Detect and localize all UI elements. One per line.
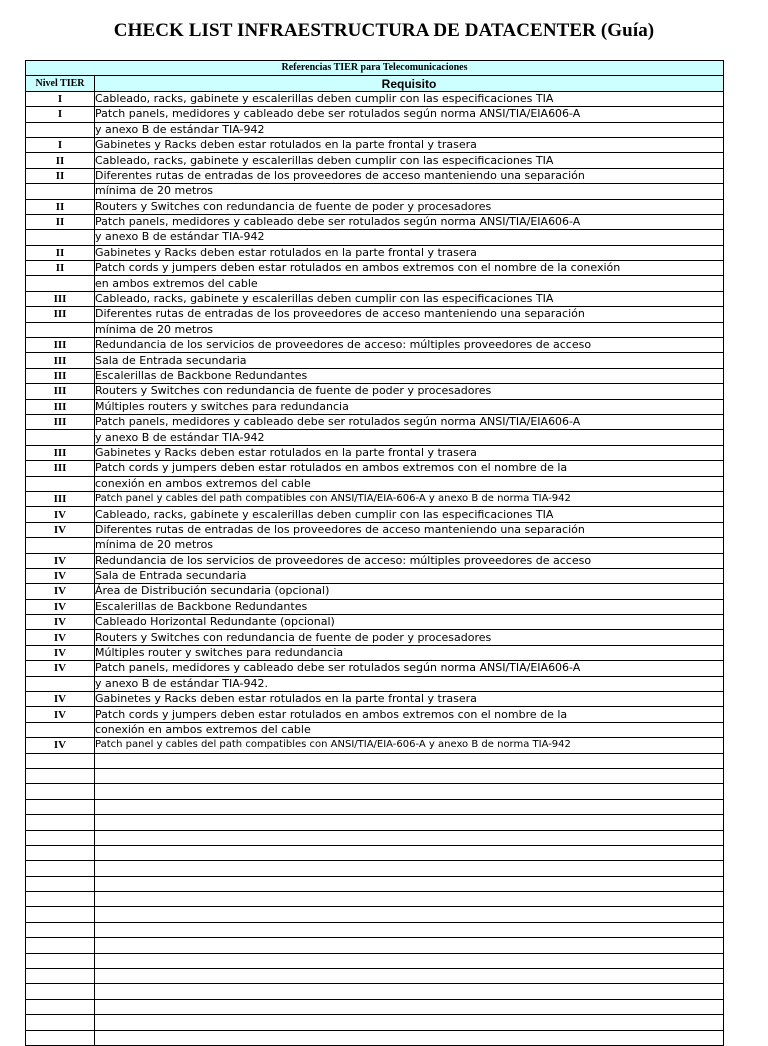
column-header-requirement: Requisito (95, 76, 724, 91)
requirement-cell: Diferentes rutas de entradas de los proveedores de acceso manteniendo una separación (95, 522, 724, 537)
tier-cell: IV (26, 553, 95, 568)
tier-cell (26, 722, 95, 737)
requirement-cell: Patch panels, medidores y cableado debe ser rotulados según norma ANSI/TIA/EIA606-A (95, 414, 724, 429)
table-row (26, 445, 724, 460)
tier-cell: III (26, 338, 95, 353)
requirement-cell: Routers y Switches con redundancia de fuente de poder y procesadores (95, 630, 724, 645)
requirement-cell: Múltiples router y switches para redundancia (95, 645, 724, 660)
table-row (26, 461, 724, 476)
table-row (26, 522, 724, 537)
table-row (26, 845, 724, 860)
tier-cell: II (26, 153, 95, 168)
tier-cell: III (26, 307, 95, 322)
table-row (26, 491, 724, 506)
table-row (26, 368, 724, 383)
tier-cell: I (26, 137, 95, 152)
table-row (26, 815, 724, 830)
requirement-cell: Patch panels, medidores y cableado debe ser rotulados según norma ANSI/TIA/EIA606-A (95, 107, 724, 122)
table-row (26, 907, 724, 922)
tier-cell (26, 845, 95, 860)
table-row (26, 507, 724, 522)
table-row (26, 676, 724, 691)
table-row (26, 953, 724, 968)
requirement-cell: Patch cords y jumpers deben estar rotulados en ambos extremos con el nombre de la (95, 707, 724, 722)
tier-cell: I (26, 91, 95, 106)
requirement-cell (95, 969, 724, 984)
table-row (26, 661, 724, 676)
tier-cell (26, 953, 95, 968)
tier-cell (26, 768, 95, 783)
table-row (26, 969, 724, 984)
requirement-cell: Cableado Horizontal Redundante (opcional) (95, 615, 724, 630)
table-row (26, 599, 724, 614)
checklist-table (25, 60, 724, 1046)
requirement-cell: Routers y Switches con redundancia de fuente de poder y procesadores (95, 384, 724, 399)
requirement-cell: Cableado, racks, gabinete y escalerillas deben cumplir con las especificaciones TIA (95, 507, 724, 522)
tier-cell (26, 892, 95, 907)
tier-cell: IV (26, 630, 95, 645)
table-row (26, 922, 724, 937)
requirement-cell (95, 861, 724, 876)
requirement-cell: conexión en ambos extremos del cable (95, 722, 724, 737)
tier-cell (26, 184, 95, 199)
requirement-cell (95, 999, 724, 1014)
tier-cell (26, 830, 95, 845)
table-row (26, 414, 724, 429)
requirement-cell (95, 1030, 724, 1045)
table-row (26, 768, 724, 783)
requirement-cell: Cableado, racks, gabinete y escalerillas deben cumplir con las especificaciones TIA (95, 153, 724, 168)
tier-cell: II (26, 199, 95, 214)
requirement-cell: Área de Distribución secundaria (opcional) (95, 584, 724, 599)
table-row (26, 553, 724, 568)
requirement-cell: Patch panels, medidores y cableado debe ser rotulados según norma ANSI/TIA/EIA606-A (95, 661, 724, 676)
table-row (26, 199, 724, 214)
requirement-cell: Patch cords y jumpers deben estar rotulados en ambos extremos con el nombre de la conexión (95, 261, 724, 276)
tier-cell (26, 1015, 95, 1030)
tier-cell: II (26, 168, 95, 183)
requirement-cell (95, 845, 724, 860)
tier-cell: III (26, 491, 95, 506)
tier-cell (26, 322, 95, 337)
requirement-cell: mínima de 20 metros (95, 322, 724, 337)
tier-cell: IV (26, 568, 95, 583)
table-row (26, 1030, 724, 1045)
requirement-cell (95, 953, 724, 968)
requirement-cell: Redundancia de los servicios de proveedores de acceso: múltiples proveedores de acceso (95, 553, 724, 568)
requirement-cell: y anexo B de estándar TIA-942 (95, 230, 724, 245)
tier-cell (26, 230, 95, 245)
table-row (26, 938, 724, 953)
table-row (26, 753, 724, 768)
requirement-cell: Patch cords y jumpers deben estar rotulados en ambos extremos con el nombre de la (95, 461, 724, 476)
tier-cell: III (26, 414, 95, 429)
requirement-cell: mínima de 20 metros (95, 184, 724, 199)
tier-cell (26, 476, 95, 491)
table-row (26, 399, 724, 414)
requirement-cell (95, 907, 724, 922)
requirement-cell: Gabinetes y Racks deben estar rotulados en la parte frontal y trasera (95, 445, 724, 460)
requirement-cell: Gabinetes y Racks deben estar rotulados en la parte frontal y trasera (95, 692, 724, 707)
requirement-cell: mínima de 20 metros (95, 538, 724, 553)
table-row (26, 799, 724, 814)
table-row (26, 430, 724, 445)
table-row (26, 384, 724, 399)
table-row (26, 568, 724, 583)
tier-cell: IV (26, 507, 95, 522)
tier-cell (26, 984, 95, 999)
requirement-cell (95, 768, 724, 783)
tier-cell (26, 907, 95, 922)
requirement-cell (95, 922, 724, 937)
table-row (26, 137, 724, 152)
requirement-cell: en ambos extremos del cable (95, 276, 724, 291)
table-row (26, 338, 724, 353)
table-body (26, 91, 724, 1045)
tier-cell: IV (26, 692, 95, 707)
table-row (26, 230, 724, 245)
tier-cell: I (26, 107, 95, 122)
column-header-tier: Nivel TIER (26, 76, 95, 91)
requirement-cell (95, 830, 724, 845)
requirement-cell (95, 1015, 724, 1030)
tier-cell: II (26, 245, 95, 260)
requirement-cell: Patch panel y cables del path compatibles con ANSI/TIA/EIA-606-A y anexo B de norma TIA-942 (95, 738, 724, 753)
tier-cell (26, 861, 95, 876)
tier-cell: III (26, 368, 95, 383)
table-row (26, 291, 724, 306)
requirement-cell: Routers y Switches con redundancia de fuente de poder y procesadores (95, 199, 724, 214)
requirement-cell: Patch panels, medidores y cableado debe ser rotulados según norma ANSI/TIA/EIA606-A (95, 214, 724, 229)
table-row (26, 307, 724, 322)
requirement-cell: Sala de Entrada secundaria (95, 353, 724, 368)
tier-cell: III (26, 399, 95, 414)
requirement-cell: Gabinetes y Racks deben estar rotulados en la parte frontal y trasera (95, 137, 724, 152)
tier-cell: III (26, 353, 95, 368)
tier-cell (26, 753, 95, 768)
requirement-cell: Diferentes rutas de entradas de los proveedores de acceso manteniendo una separación (95, 168, 724, 183)
requirement-cell (95, 984, 724, 999)
tier-cell (26, 1030, 95, 1045)
requirement-cell (95, 753, 724, 768)
table-row (26, 738, 724, 753)
table-row (26, 322, 724, 337)
table-row (26, 214, 724, 229)
table-row (26, 830, 724, 845)
tier-cell (26, 938, 95, 953)
table-row (26, 353, 724, 368)
table-row (26, 584, 724, 599)
requirement-cell (95, 876, 724, 891)
requirement-cell: Diferentes rutas de entradas de los proveedores de acceso manteniendo una separación (95, 307, 724, 322)
table-row (26, 630, 724, 645)
tier-cell: II (26, 214, 95, 229)
table-row (26, 245, 724, 260)
tier-cell (26, 538, 95, 553)
tier-cell (26, 999, 95, 1014)
table-caption-row (26, 61, 724, 76)
tier-cell: III (26, 384, 95, 399)
tier-cell: II (26, 261, 95, 276)
requirement-cell: Cableado, racks, gabinete y escalerillas deben cumplir con las especificaciones TIA (95, 291, 724, 306)
document-title: CHECK LIST INFRAESTRUCTURA DE DATACENTER (Guía) (113, 20, 655, 41)
requirement-cell: Gabinetes y Racks deben estar rotulados en la parte frontal y trasera (95, 245, 724, 260)
requirement-cell: y anexo B de estándar TIA-942 (95, 122, 724, 137)
tier-cell: IV (26, 615, 95, 630)
tier-cell (26, 430, 95, 445)
tier-cell: III (26, 445, 95, 460)
table-row (26, 168, 724, 183)
table-row (26, 692, 724, 707)
requirement-cell (95, 938, 724, 953)
tier-cell: IV (26, 707, 95, 722)
tier-cell: IV (26, 584, 95, 599)
tier-cell (26, 276, 95, 291)
requirement-cell: conexión en ambos extremos del cable (95, 476, 724, 491)
table-row (26, 538, 724, 553)
table-row (26, 615, 724, 630)
requirement-cell: Sala de Entrada secundaria (95, 568, 724, 583)
tier-cell (26, 784, 95, 799)
table-row (26, 153, 724, 168)
tier-cell (26, 969, 95, 984)
tier-cell (26, 876, 95, 891)
table-caption: Referencias TIER para Telecomunicaciones (26, 61, 724, 76)
requirement-cell (95, 799, 724, 814)
requirement-cell: Patch panel y cables del path compatibles con ANSI/TIA/EIA-606-A y anexo B de norma TIA-942 (95, 491, 724, 506)
requirement-cell: y anexo B de estándar TIA-942. (95, 676, 724, 691)
table-row (26, 276, 724, 291)
table-row (26, 91, 724, 106)
requirement-cell (95, 815, 724, 830)
tier-cell: IV (26, 738, 95, 753)
table-row (26, 892, 724, 907)
table-row (26, 876, 724, 891)
table-row (26, 999, 724, 1014)
table-row (26, 984, 724, 999)
table-row (26, 476, 724, 491)
table-row (26, 107, 724, 122)
requirement-cell (95, 892, 724, 907)
requirement-cell: Redundancia de los servicios de proveedores de acceso: múltiples proveedores de acceso (95, 338, 724, 353)
requirement-cell: y anexo B de estándar TIA-942 (95, 430, 724, 445)
table-row (26, 645, 724, 660)
column-header-row (26, 76, 724, 91)
table-row (26, 784, 724, 799)
tier-cell (26, 922, 95, 937)
table-row (26, 1015, 724, 1030)
tier-cell (26, 815, 95, 830)
tier-cell: III (26, 461, 95, 476)
table-row (26, 707, 724, 722)
requirement-cell (95, 784, 724, 799)
table-row (26, 122, 724, 137)
table-row (26, 722, 724, 737)
tier-cell (26, 676, 95, 691)
requirement-cell: Cableado, racks, gabinete y escalerillas deben cumplir con las especificaciones TIA (95, 91, 724, 106)
tier-cell (26, 799, 95, 814)
tier-cell: IV (26, 645, 95, 660)
tier-cell: III (26, 291, 95, 306)
table-row (26, 861, 724, 876)
tier-cell: IV (26, 661, 95, 676)
table-row (26, 261, 724, 276)
requirement-cell: Escalerillas de Backbone Redundantes (95, 599, 724, 614)
tier-cell: IV (26, 599, 95, 614)
tier-cell: IV (26, 522, 95, 537)
requirement-cell: Escalerillas de Backbone Redundantes (95, 368, 724, 383)
tier-cell (26, 122, 95, 137)
requirement-cell: Múltiples routers y switches para redundancia (95, 399, 724, 414)
table-row (26, 184, 724, 199)
